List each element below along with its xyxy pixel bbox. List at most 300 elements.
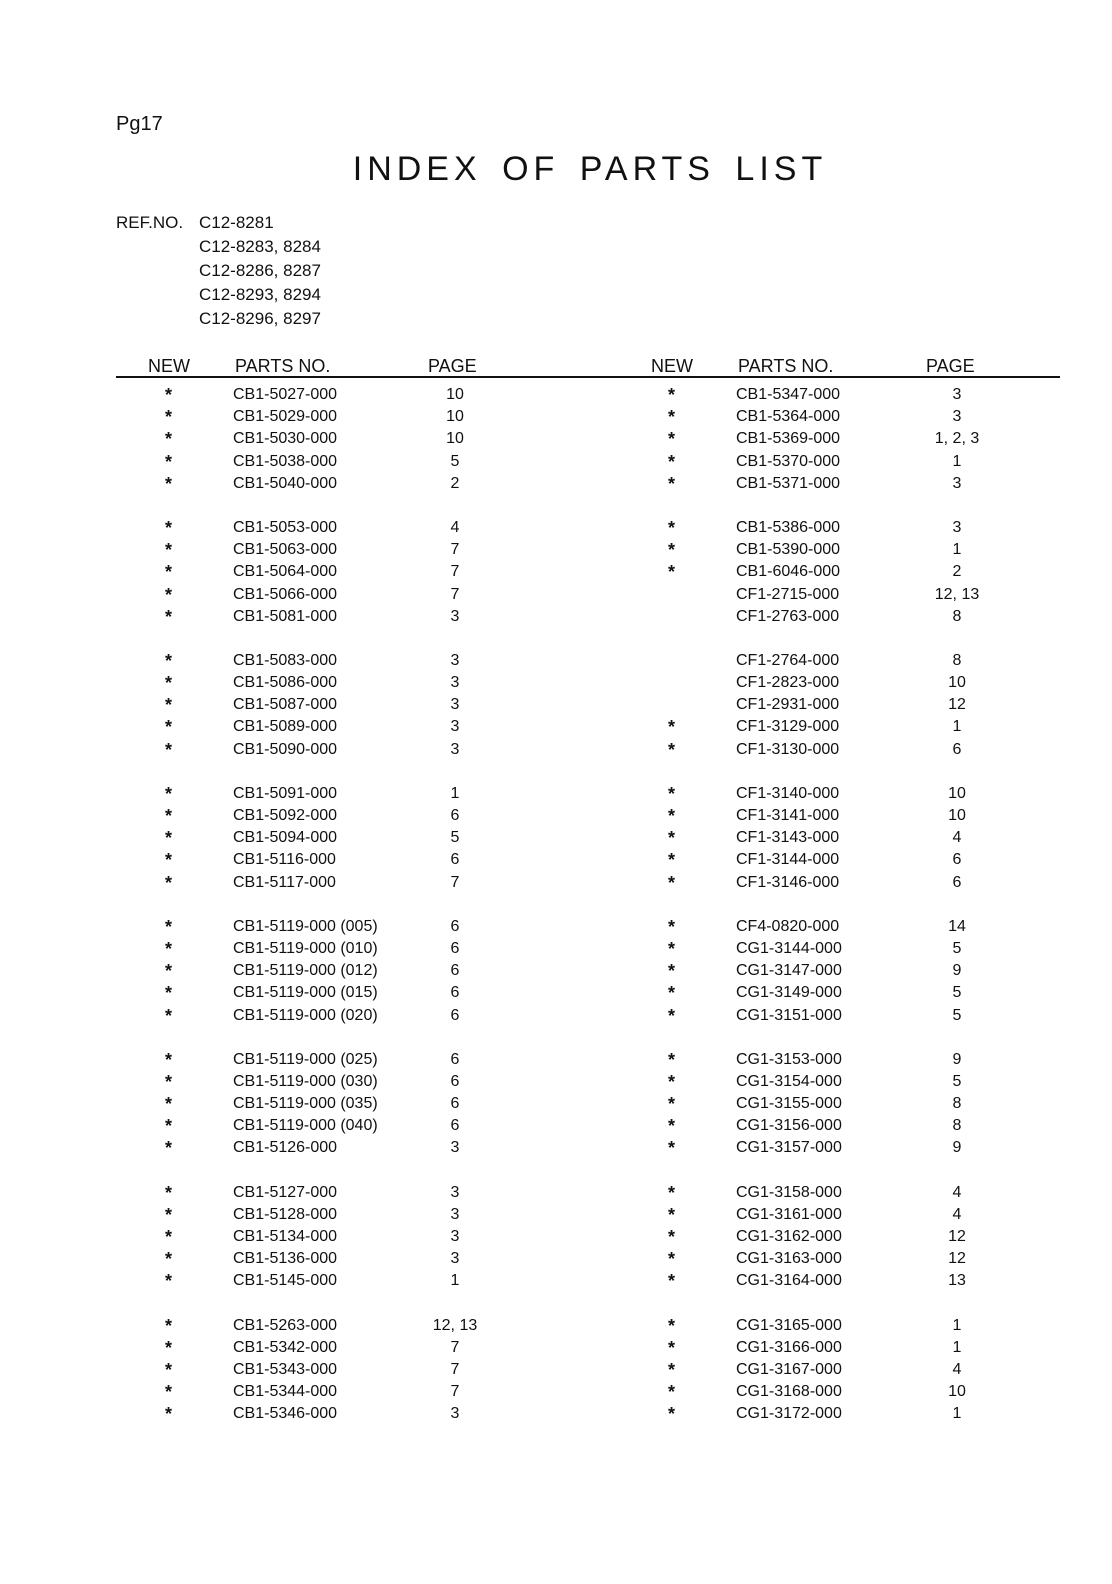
new-marker: * [165,1071,173,1092]
page-number: 7 [450,541,460,559]
part-number: CG1-3164-000 [736,1272,842,1290]
part-number: CB1-5081-000 [233,607,338,625]
page-number: 5 [952,984,962,1002]
part-number: CG1-3172-000 [736,1405,842,1423]
table-row [0,473,1112,495]
part-number: CB1-5027-000 [233,386,338,403]
part-number: CB1-5127-000 [233,1183,338,1201]
page-number: 12, 13 [432,1316,478,1334]
new-marker: * [165,1382,173,1403]
header-parts-no-left: PARTS NO. [235,356,331,376]
new-marker: * [165,1049,173,1070]
new-marker: * [165,828,173,849]
part-number: CG1-3156-000 [736,1117,842,1135]
page-number: 3 [450,607,460,625]
page-number: 6 [450,917,460,935]
new-marker: * [668,872,676,893]
table-row [0,1315,1112,1337]
table-row [0,960,1112,982]
table-row [0,916,1112,938]
row-group [0,650,1112,761]
new-marker: * [165,429,173,450]
table-row [0,1005,1112,1027]
part-number: CF1-3140-000 [736,784,840,802]
page-number: 4 [450,518,460,536]
table-row [0,739,1112,761]
new-marker: * [165,517,173,538]
new-marker: * [165,739,173,760]
page-number: 9 [952,1139,962,1157]
page-number: 3 [952,474,962,492]
new-marker: * [668,540,676,561]
new-marker: * [165,606,173,627]
page-number: 4 [952,829,962,847]
page-number: 3 [450,1183,460,1201]
page-number: 5 [952,1072,962,1090]
new-marker: * [668,739,676,760]
page-number: 6 [450,939,460,957]
part-number: CB1-5090-000 [233,740,338,758]
part-number: CG1-3155-000 [736,1095,842,1113]
table-row [0,1049,1112,1071]
new-marker: * [668,1071,676,1092]
new-marker: * [165,451,173,472]
page-number: 3 [450,1228,460,1245]
header-page-right: PAGE [926,356,975,376]
new-marker: * [165,1359,173,1380]
page-number: 3 [450,1405,460,1423]
page-number: 13 [948,1272,966,1290]
table-row [0,1071,1112,1093]
part-number: CF1-3141-000 [736,807,840,824]
ref-number-list [199,213,321,333]
new-marker: * [668,429,676,450]
page-number: 1 [952,452,962,470]
part-number: CF1-2764-000 [736,651,840,669]
ref-number: C12-8281 [199,213,274,232]
row-group [0,916,1112,1027]
page-number: 7 [450,1338,460,1356]
new-marker: * [165,1271,173,1292]
new-marker: * [165,1204,173,1225]
table-row [0,606,1112,628]
part-number: CF1-2763-000 [736,607,840,625]
table-row [0,1403,1112,1425]
ref-label: REF.NO. [116,213,184,232]
table-row [0,384,1112,406]
page-number: 3 [450,674,460,692]
page-number: 3 [450,651,460,669]
part-number: CG1-3161-000 [736,1205,842,1223]
part-number: CB1-5063-000 [233,541,338,559]
new-marker: * [165,983,173,1004]
table-row [0,1115,1112,1137]
table-row [0,406,1112,428]
page-number: 2 [450,474,460,492]
page-number: 1 [952,1338,962,1356]
new-marker: * [165,806,173,826]
page-number: 7 [450,873,460,891]
part-number: CB1-5086-000 [233,674,338,692]
table-row [0,517,1112,539]
page-number: 9 [952,1050,962,1068]
part-number: CF1-3144-000 [736,851,840,869]
page-number: 6 [450,1006,460,1024]
page-number: 6 [952,873,962,891]
new-marker: * [668,385,676,405]
part-number: CB1-5119-000 (025) [233,1050,378,1068]
new-marker: * [668,850,676,871]
table-row [0,805,1112,827]
ref-number: C12-8296, 8297 [199,309,321,328]
part-number: CF1-2715-000 [736,585,840,603]
part-number: CB1-5347-000 [736,386,841,403]
table-row [0,849,1112,871]
page-number: 4 [952,1205,962,1223]
table-row [0,672,1112,694]
new-marker: * [668,828,676,849]
new-marker: * [668,517,676,538]
new-marker: * [668,961,676,982]
page-number: 6 [450,1095,460,1113]
part-number: CG1-3154-000 [736,1072,842,1090]
new-marker: * [165,473,173,494]
part-number: CB1-5064-000 [233,563,338,581]
part-number: CB1-5126-000 [233,1139,338,1157]
new-marker: * [668,1116,676,1137]
new-marker: * [165,850,173,871]
new-marker: * [165,1404,173,1425]
page-number: 5 [450,452,460,470]
table-row [0,428,1112,450]
new-marker: * [165,1227,173,1247]
page-number: 5 [952,1006,962,1024]
part-number: CB1-5053-000 [233,518,338,536]
part-number: CB1-5134-000 [233,1228,338,1245]
page-number: 10 [948,1383,966,1401]
page-number: 3 [450,718,460,736]
page-label: Pg17 [116,113,163,135]
row-group [0,1315,1112,1426]
part-number: CB1-5119-000 (010) [233,939,378,957]
part-number: CF1-2931-000 [736,696,840,714]
part-number: CB1-5364-000 [736,408,841,426]
new-marker: * [668,1359,676,1380]
new-marker: * [165,1116,173,1137]
page-number: 12 [948,1228,966,1245]
table-row [0,694,1112,716]
page-number: 9 [952,962,962,980]
new-marker: * [165,562,173,583]
table-row [0,650,1112,672]
page-number: 10 [446,408,464,426]
page-number: 8 [952,1095,962,1113]
row-group [0,517,1112,628]
part-number: CB1-5128-000 [233,1205,338,1223]
row-group [0,783,1112,894]
table-row [0,872,1112,894]
part-number: CG1-3149-000 [736,984,842,1002]
new-marker: * [165,1315,173,1336]
part-number: CG1-3167-000 [736,1360,842,1378]
part-number: CG1-3163-000 [736,1250,842,1268]
part-number: CB1-5030-000 [233,430,338,448]
new-marker: * [165,717,173,738]
new-marker: * [668,1182,676,1203]
part-number: CG1-3151-000 [736,1006,842,1024]
new-marker: * [165,584,173,605]
page-number: 10 [948,807,966,824]
part-number: CB1-5145-000 [233,1272,338,1290]
page-number: 1 [450,784,460,802]
part-number: CB1-5263-000 [233,1316,338,1334]
part-number: CB1-5119-000 (020) [233,1006,378,1024]
page-number: 6 [450,1050,460,1068]
new-marker: * [165,1337,173,1358]
new-marker: * [668,1271,676,1292]
part-number: CB1-5089-000 [233,718,338,736]
table-row [0,783,1112,805]
page-number: 4 [952,1360,962,1378]
new-marker: * [165,673,173,694]
header-rule [116,376,1060,378]
new-marker: * [668,1404,676,1425]
table-row [0,1182,1112,1204]
table-row [0,938,1112,960]
page-number: 1 [952,541,962,559]
new-marker: * [668,1138,676,1159]
part-number: CB1-5343-000 [233,1360,338,1378]
page-number: 6 [450,984,460,1002]
page-number: 10 [446,386,464,403]
page-number: 12, 13 [934,585,980,603]
page-number: 8 [952,1117,962,1135]
page-number: 6 [450,1117,460,1135]
parts-table-right [0,384,1112,1448]
ref-number: C12-8293, 8294 [199,285,321,304]
page-number: 6 [450,807,460,824]
new-marker: * [165,650,173,671]
part-number: CB1-5342-000 [233,1338,338,1356]
page-number: 3 [450,1250,460,1268]
part-number: CB1-5369-000 [736,430,841,448]
page-number: 2 [952,563,962,581]
page-title: INDEX OF PARTS LIST [352,150,828,188]
new-marker: * [668,1249,676,1270]
part-number: CG1-3162-000 [736,1228,842,1245]
part-number: CG1-3144-000 [736,939,842,957]
table-row [0,1359,1112,1381]
part-number: CG1-3165-000 [736,1316,842,1334]
page-number: 5 [952,939,962,957]
page-number: 12 [948,696,966,714]
new-marker: * [668,1005,676,1026]
header-new-left: NEW [148,356,190,376]
page-number: 7 [450,563,460,581]
page-number: 3 [952,408,962,426]
page-number: 3 [450,1205,460,1223]
part-number: CB1-5344-000 [233,1383,338,1401]
new-marker: * [668,451,676,472]
new-marker: * [668,1382,676,1403]
page-number: 4 [952,1183,962,1201]
page-number: 10 [948,674,966,692]
page-number: 10 [446,430,464,448]
page-number: 1 [952,1316,962,1334]
new-marker: * [668,1204,676,1225]
page-number: 14 [948,917,966,935]
part-number: CF1-3143-000 [736,829,840,847]
part-number: CB1-5087-000 [233,696,338,714]
table-row [0,1381,1112,1403]
part-number: CB1-5040-000 [233,474,338,492]
part-number: CB1-5370-000 [736,452,841,470]
new-marker: * [668,1049,676,1070]
part-number: CG1-3157-000 [736,1139,842,1157]
new-marker: * [668,806,676,826]
table-row [0,716,1112,738]
new-marker: * [668,1094,676,1115]
part-number: CF1-3130-000 [736,740,840,758]
page-number: 6 [450,851,460,869]
table-row [0,584,1112,606]
new-marker: * [668,1337,676,1358]
new-marker: * [165,1249,173,1270]
part-number: CF4-0820-000 [736,917,840,935]
part-number: CB1-5066-000 [233,585,338,603]
part-number: CB1-5116-000 [233,851,336,869]
new-marker: * [165,407,173,428]
table-row [0,1226,1112,1248]
new-marker: * [668,938,676,959]
page-number: 6 [450,1072,460,1090]
part-number: CB1-5346-000 [233,1405,338,1423]
ref-number: C12-8283, 8284 [199,237,321,256]
page-number: 7 [450,585,460,603]
part-number: CB1-5386-000 [736,518,841,536]
part-number: CB1-6046-000 [736,563,841,581]
row-group [0,1182,1112,1293]
new-marker: * [165,872,173,893]
page-number: 3 [450,1139,460,1157]
table-row [0,451,1112,473]
page-number: 1 [952,1405,962,1423]
new-marker: * [165,385,173,405]
part-number: CB1-5371-000 [736,474,841,492]
part-number: CF1-3146-000 [736,873,840,891]
part-number: CB1-5091-000 [233,784,338,802]
header-page-left: PAGE [428,356,477,376]
part-number: CG1-3153-000 [736,1050,842,1068]
part-number: CB1-5038-000 [233,452,338,470]
table-row [0,1137,1112,1159]
part-number: CB1-5390-000 [736,541,841,559]
page-number: 6 [952,851,962,869]
page-number: 1 [952,718,962,736]
page-number: 1, 2, 3 [934,430,980,448]
part-number: CF1-3129-000 [736,718,840,736]
new-marker: * [668,1227,676,1247]
part-number: CG1-3166-000 [736,1338,842,1356]
part-number: CF1-2823-000 [736,674,840,692]
page-number: 3 [450,740,460,758]
new-marker: * [668,407,676,428]
page-number: 5 [450,829,460,847]
table-row [0,1248,1112,1270]
part-number: CB1-5119-000 (005) [233,917,378,935]
part-number: CB1-5117-000 [233,873,336,891]
new-marker: * [165,938,173,959]
new-marker: * [165,916,173,937]
new-marker: * [165,961,173,982]
page-number: 10 [948,784,966,802]
header-parts-no-right: PARTS NO. [738,356,834,376]
part-number: CB1-5119-000 (030) [233,1072,378,1090]
page-number: 1 [450,1272,460,1290]
new-marker: * [165,1182,173,1203]
table-row [0,982,1112,1004]
part-number: CB1-5136-000 [233,1250,338,1268]
table-row [0,1204,1112,1226]
page-number: 8 [952,651,962,669]
header-new-right: NEW [651,356,693,376]
ref-number: C12-8286, 8287 [199,261,321,280]
part-number: CB1-5029-000 [233,408,338,426]
new-marker: * [165,1005,173,1026]
new-marker: * [668,783,676,804]
table-row [0,539,1112,561]
new-marker: * [165,540,173,561]
new-marker: * [668,1315,676,1336]
new-marker: * [165,1094,173,1115]
part-number: CB1-5119-000 (015) [233,984,378,1002]
row-group [0,1049,1112,1160]
table-row [0,1337,1112,1359]
new-marker: * [668,916,676,937]
new-marker: * [668,562,676,583]
part-number: CG1-3147-000 [736,962,842,980]
new-marker: * [165,783,173,804]
page-number: 7 [450,1383,460,1401]
table-row [0,1270,1112,1292]
part-number: CB1-5094-000 [233,829,338,847]
page-number: 6 [952,740,962,758]
table-row [0,561,1112,583]
part-number: CB1-5092-000 [233,807,338,824]
new-marker: * [165,695,173,716]
page-number: 3 [450,696,460,714]
page-number: 3 [952,386,962,403]
new-marker: * [668,473,676,494]
part-number: CB1-5119-000 (035) [233,1095,378,1113]
table-row [0,827,1112,849]
page-number: 8 [952,607,962,625]
page-number: 6 [450,962,460,980]
page-number: 12 [948,1250,966,1268]
part-number: CG1-3168-000 [736,1383,842,1401]
table-row [0,1093,1112,1115]
page-number: 7 [450,1360,460,1378]
part-number: CB1-5119-000 (040) [233,1117,378,1135]
part-number: CB1-5119-000 (012) [233,962,378,980]
row-group [0,384,1112,495]
new-marker: * [668,983,676,1004]
part-number: CB1-5083-000 [233,651,338,669]
page-number: 3 [952,518,962,536]
new-marker: * [668,717,676,738]
part-number: CG1-3158-000 [736,1183,842,1201]
new-marker: * [165,1138,173,1159]
